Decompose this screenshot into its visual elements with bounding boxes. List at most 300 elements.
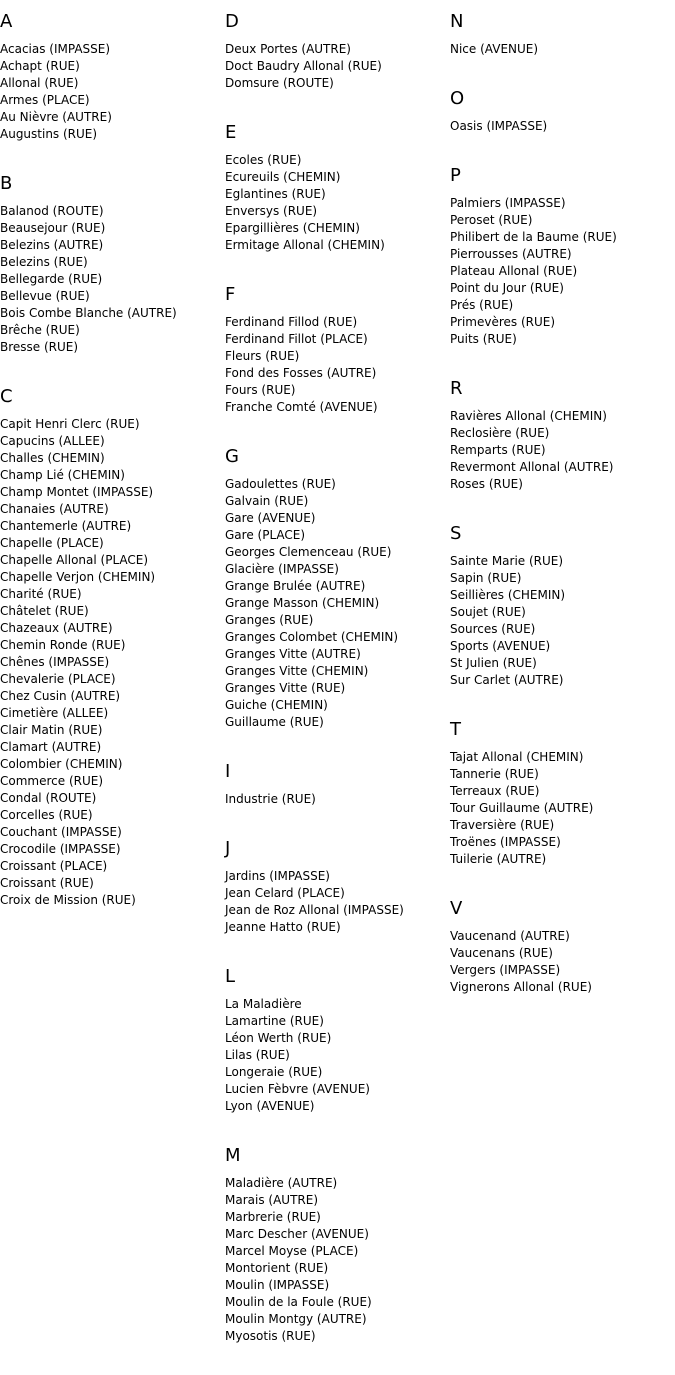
street-link[interactable]: Traversière (RUE) bbox=[450, 818, 555, 832]
street-list bbox=[225, 791, 447, 808]
letter-heading: I bbox=[225, 761, 231, 782]
street-list bbox=[450, 195, 672, 348]
letter-group bbox=[225, 966, 447, 1115]
street-link[interactable]: Colombier (CHEMIN) bbox=[0, 757, 123, 771]
street-list-item bbox=[225, 527, 447, 544]
street-list-item bbox=[450, 604, 672, 621]
street-link[interactable]: Granges Colombet (CHEMIN) bbox=[225, 630, 399, 644]
street-list-item bbox=[225, 365, 447, 382]
letter-group bbox=[0, 173, 222, 356]
street-link[interactable]: Clamart (AUTRE) bbox=[0, 740, 102, 754]
street-list-item bbox=[0, 603, 222, 620]
street-link[interactable]: Ermitage Allonal (CHEMIN) bbox=[225, 238, 385, 252]
street-list-item bbox=[450, 280, 672, 297]
street-list-item bbox=[0, 807, 222, 824]
street-list-item bbox=[225, 1013, 447, 1030]
street-link[interactable]: Vaucenand (AUTRE) bbox=[450, 929, 570, 943]
street-link[interactable]: Armes (PLACE) bbox=[0, 93, 90, 107]
street-link[interactable]: Epargillières (CHEMIN) bbox=[225, 221, 360, 235]
street-link[interactable]: Chevalerie (PLACE) bbox=[0, 672, 116, 686]
street-list-item bbox=[0, 467, 222, 484]
street-list-item bbox=[0, 58, 222, 75]
street-link[interactable]: Châtelet (RUE) bbox=[0, 604, 89, 618]
street-list-item bbox=[0, 75, 222, 92]
street-list-item bbox=[225, 476, 447, 493]
letter-heading: D bbox=[225, 11, 239, 32]
street-list-item bbox=[450, 962, 672, 979]
street-list-item bbox=[0, 92, 222, 109]
street-link[interactable]: Ferdinand Fillot (PLACE) bbox=[225, 332, 368, 346]
street-list bbox=[450, 41, 672, 58]
street-list-item bbox=[225, 663, 447, 680]
street-link[interactable]: Chazeaux (AUTRE) bbox=[0, 621, 113, 635]
street-list-item bbox=[0, 858, 222, 875]
street-list-item bbox=[225, 680, 447, 697]
street-link[interactable]: Jeanne Hatto (RUE) bbox=[225, 920, 341, 934]
street-list-item bbox=[225, 868, 447, 885]
street-list-item bbox=[225, 331, 447, 348]
street-link[interactable]: Puits (RUE) bbox=[450, 332, 517, 346]
street-list-item bbox=[225, 152, 447, 169]
street-link[interactable]: Jean de Roz Allonal (IMPASSE) bbox=[225, 903, 404, 917]
street-link[interactable]: Vignerons Allonal (RUE) bbox=[450, 980, 592, 994]
street-link[interactable]: Beausejour (RUE) bbox=[0, 221, 106, 235]
street-link[interactable]: Vergers (IMPASSE) bbox=[450, 963, 561, 977]
street-link[interactable]: Chez Cusin (AUTRE) bbox=[0, 689, 121, 703]
street-link[interactable]: Sur Carlet (AUTRE) bbox=[450, 673, 564, 687]
street-list bbox=[0, 416, 222, 909]
street-list-item bbox=[0, 484, 222, 501]
street-list-item bbox=[225, 1277, 447, 1294]
street-list-item bbox=[0, 790, 222, 807]
street-list-item bbox=[450, 655, 672, 672]
street-list-item bbox=[225, 1030, 447, 1047]
street-link[interactable]: Bresse (RUE) bbox=[0, 340, 79, 354]
street-link[interactable]: Primevères (RUE) bbox=[450, 315, 556, 329]
street-link[interactable]: Croissant (PLACE) bbox=[0, 859, 108, 873]
street-list-item bbox=[450, 570, 672, 587]
street-list-item bbox=[225, 629, 447, 646]
letter-heading: O bbox=[450, 88, 465, 109]
street-list-item bbox=[225, 237, 447, 254]
street-link[interactable]: Revermont Allonal (AUTRE) bbox=[450, 460, 614, 474]
street-link[interactable]: Ecoles (RUE) bbox=[225, 153, 302, 167]
street-list bbox=[225, 41, 447, 92]
street-link[interactable]: Enversys (RUE) bbox=[225, 204, 318, 218]
letter-group bbox=[450, 165, 672, 348]
letter-heading: N bbox=[450, 11, 464, 32]
letter-heading: T bbox=[450, 719, 461, 740]
street-link[interactable]: Montorient (RUE) bbox=[225, 1261, 329, 1275]
street-list-item bbox=[450, 263, 672, 280]
street-list-item bbox=[450, 979, 672, 996]
street-list-item bbox=[450, 851, 672, 868]
street-link[interactable]: Belezins (AUTRE) bbox=[0, 238, 104, 252]
street-link[interactable]: Guillaume (RUE) bbox=[225, 715, 324, 729]
street-list-item bbox=[225, 714, 447, 731]
street-link[interactable]: Peroset (RUE) bbox=[450, 213, 533, 227]
street-link[interactable]: Clair Matin (RUE) bbox=[0, 723, 103, 737]
street-link[interactable]: Tour Guillaume (AUTRE) bbox=[450, 801, 594, 815]
letter-group bbox=[0, 386, 222, 909]
street-list-item bbox=[0, 722, 222, 739]
street-link[interactable]: Brêche (RUE) bbox=[0, 323, 80, 337]
street-link[interactable]: St Julien (RUE) bbox=[450, 656, 537, 670]
street-link[interactable]: Condal (ROUTE) bbox=[0, 791, 97, 805]
street-list-item bbox=[225, 1047, 447, 1064]
street-list-item bbox=[450, 246, 672, 263]
street-list-item bbox=[0, 518, 222, 535]
street-list-item bbox=[225, 399, 447, 416]
street-list-item bbox=[450, 928, 672, 945]
letter-heading: F bbox=[225, 284, 236, 305]
letter-group bbox=[0, 11, 222, 143]
street-list-item bbox=[0, 552, 222, 569]
street-link[interactable]: Eglantines (RUE) bbox=[225, 187, 326, 201]
street-link[interactable]: Sapin (RUE) bbox=[450, 571, 522, 585]
street-link[interactable]: La Maladière bbox=[225, 997, 302, 1011]
street-list-item bbox=[450, 314, 672, 331]
street-list-item bbox=[225, 203, 447, 220]
street-list bbox=[450, 749, 672, 868]
letter-group bbox=[450, 378, 672, 493]
letter-heading: B bbox=[0, 173, 13, 194]
street-list-item bbox=[450, 229, 672, 246]
street-link[interactable]: Achapt (RUE) bbox=[0, 59, 80, 73]
street-list-item bbox=[225, 612, 447, 629]
street-link[interactable]: Myosotis (RUE) bbox=[225, 1329, 316, 1343]
street-list bbox=[450, 408, 672, 493]
street-list-item bbox=[450, 212, 672, 229]
street-link[interactable]: Cimetière (ALLEE) bbox=[0, 706, 109, 720]
street-link[interactable]: Moulin de la Foule (RUE) bbox=[225, 1295, 372, 1309]
street-link[interactable]: Tuilerie (AUTRE) bbox=[450, 852, 547, 866]
street-link[interactable]: Croix de Mission (RUE) bbox=[0, 893, 136, 907]
letter-group bbox=[450, 88, 672, 135]
street-link[interactable]: Grange Masson (CHEMIN) bbox=[225, 596, 380, 610]
street-list-item bbox=[225, 41, 447, 58]
street-link[interactable]: Domsure (ROUTE) bbox=[225, 76, 334, 90]
street-link[interactable]: Doct Baudry Allonal (RUE) bbox=[225, 59, 382, 73]
letter-group bbox=[225, 446, 447, 731]
street-list-item bbox=[225, 58, 447, 75]
street-link[interactable]: Au Nièvre (AUTRE) bbox=[0, 110, 112, 124]
street-list-item bbox=[0, 654, 222, 671]
street-link[interactable]: Troënes (IMPASSE) bbox=[450, 835, 561, 849]
street-list-item bbox=[0, 620, 222, 637]
street-list-item bbox=[225, 169, 447, 186]
street-link[interactable]: Grange Brulée (AUTRE) bbox=[225, 579, 366, 593]
street-list-item bbox=[225, 1064, 447, 1081]
street-index-column-1 bbox=[0, 11, 222, 939]
street-link[interactable]: Lucien Fèbvre (AVENUE) bbox=[225, 1082, 370, 1096]
street-list-item bbox=[225, 186, 447, 203]
street-link[interactable]: Granges Vitte (CHEMIN) bbox=[225, 664, 369, 678]
street-list-item bbox=[0, 756, 222, 773]
street-list bbox=[225, 476, 447, 731]
street-list bbox=[450, 553, 672, 689]
street-list-item bbox=[0, 416, 222, 433]
street-link[interactable]: Chanaies (AUTRE) bbox=[0, 502, 109, 516]
street-list-item bbox=[0, 501, 222, 518]
street-link[interactable]: Champ Lié (CHEMIN) bbox=[0, 468, 125, 482]
letter-heading: J bbox=[225, 838, 231, 859]
street-link[interactable]: Belezins (RUE) bbox=[0, 255, 88, 269]
letter-group bbox=[450, 898, 672, 996]
street-list-item bbox=[225, 902, 447, 919]
street-link[interactable]: Marais (AUTRE) bbox=[225, 1193, 318, 1207]
street-list bbox=[450, 118, 672, 135]
street-link[interactable]: Maladière (AUTRE) bbox=[225, 1176, 338, 1190]
street-list-item bbox=[225, 1081, 447, 1098]
street-link[interactable]: Longeraie (RUE) bbox=[225, 1065, 323, 1079]
street-link[interactable]: Chênes (IMPASSE) bbox=[0, 655, 110, 669]
street-link[interactable]: Champ Montet (IMPASSE) bbox=[0, 485, 154, 499]
street-link[interactable]: Glacière (IMPASSE) bbox=[225, 562, 339, 576]
letter-heading: C bbox=[0, 386, 13, 407]
street-list-item bbox=[450, 408, 672, 425]
street-list-item bbox=[225, 791, 447, 808]
street-link[interactable]: Jardins (IMPASSE) bbox=[225, 869, 330, 883]
street-list-item bbox=[225, 1192, 447, 1209]
street-list-item bbox=[0, 305, 222, 322]
street-link[interactable]: Fond des Fosses (AUTRE) bbox=[225, 366, 377, 380]
street-list-item bbox=[225, 1260, 447, 1277]
street-link[interactable]: Oasis (IMPASSE) bbox=[450, 119, 548, 133]
street-list-item bbox=[225, 697, 447, 714]
street-list-item bbox=[0, 688, 222, 705]
street-list-item bbox=[225, 1098, 447, 1115]
street-list-item bbox=[225, 646, 447, 663]
street-list-item bbox=[225, 510, 447, 527]
street-link[interactable]: Ravières Allonal (CHEMIN) bbox=[450, 409, 607, 423]
street-list-item bbox=[0, 322, 222, 339]
street-link[interactable]: Jean Celard (PLACE) bbox=[225, 886, 345, 900]
street-list-item bbox=[450, 638, 672, 655]
street-link[interactable]: Corcelles (RUE) bbox=[0, 808, 93, 822]
letter-group bbox=[450, 11, 672, 58]
street-link[interactable]: Crocodile (IMPASSE) bbox=[0, 842, 121, 856]
letter-group bbox=[225, 761, 447, 808]
street-link[interactable]: Lilas (RUE) bbox=[225, 1048, 290, 1062]
street-list-item bbox=[225, 1328, 447, 1345]
street-list-item bbox=[225, 578, 447, 595]
street-list-item bbox=[450, 834, 672, 851]
street-list-item bbox=[225, 1209, 447, 1226]
street-link[interactable]: Remparts (RUE) bbox=[450, 443, 546, 457]
street-link[interactable]: Lamartine (RUE) bbox=[225, 1014, 324, 1028]
street-link[interactable]: Chapelle Allonal (PLACE) bbox=[0, 553, 149, 567]
street-link[interactable]: Moulin (IMPASSE) bbox=[225, 1278, 330, 1292]
street-list-item bbox=[450, 476, 672, 493]
letter-group bbox=[225, 838, 447, 936]
street-list-item bbox=[450, 41, 672, 58]
street-list-item bbox=[225, 220, 447, 237]
letter-heading: E bbox=[225, 122, 237, 143]
street-list-item bbox=[450, 297, 672, 314]
street-list-item bbox=[450, 459, 672, 476]
letter-group bbox=[225, 1145, 447, 1345]
letter-heading: M bbox=[225, 1145, 241, 1166]
street-link[interactable]: Chapelle Verjon (CHEMIN) bbox=[0, 570, 156, 584]
street-link[interactable]: Ecureuils (CHEMIN) bbox=[225, 170, 341, 184]
letter-group bbox=[450, 523, 672, 689]
street-link[interactable]: Fleurs (RUE) bbox=[225, 349, 300, 363]
street-list-item bbox=[0, 892, 222, 909]
letter-group bbox=[450, 719, 672, 868]
street-link[interactable]: Balanod (ROUTE) bbox=[0, 204, 104, 218]
street-link[interactable]: Moulin Montgy (AUTRE) bbox=[225, 1312, 367, 1326]
street-link[interactable]: Chemin Ronde (RUE) bbox=[0, 638, 126, 652]
street-link[interactable]: Roses (RUE) bbox=[450, 477, 523, 491]
street-list-item bbox=[0, 237, 222, 254]
street-link[interactable]: Charité (RUE) bbox=[0, 587, 82, 601]
street-link[interactable]: Philibert de la Baume (RUE) bbox=[450, 230, 617, 244]
street-link[interactable]: Léon Werth (RUE) bbox=[225, 1031, 332, 1045]
street-link[interactable]: Georges Clemenceau (RUE) bbox=[225, 545, 392, 559]
street-link[interactable]: Deux Portes (AUTRE) bbox=[225, 42, 351, 56]
street-list-item bbox=[0, 637, 222, 654]
street-link[interactable]: Sources (RUE) bbox=[450, 622, 536, 636]
letter-heading: S bbox=[450, 523, 462, 544]
street-link[interactable]: Franche Comté (AVENUE) bbox=[225, 400, 378, 414]
street-list-item bbox=[0, 586, 222, 603]
street-list-item bbox=[225, 314, 447, 331]
street-list-item bbox=[0, 288, 222, 305]
street-link[interactable]: Bellevue (RUE) bbox=[0, 289, 90, 303]
street-link[interactable]: Nice (AVENUE) bbox=[450, 42, 539, 56]
street-link[interactable]: Granges (RUE) bbox=[225, 613, 314, 627]
street-link[interactable]: Commerce (RUE) bbox=[0, 774, 104, 788]
letter-group bbox=[225, 11, 447, 92]
street-link[interactable]: Granges Vitte (AUTRE) bbox=[225, 647, 361, 661]
street-list-item bbox=[450, 783, 672, 800]
street-list bbox=[225, 996, 447, 1115]
letter-heading: P bbox=[450, 165, 461, 186]
street-link[interactable]: Lyon (AVENUE) bbox=[225, 1099, 315, 1113]
street-list bbox=[450, 928, 672, 996]
street-list-item bbox=[0, 535, 222, 552]
street-list bbox=[225, 868, 447, 936]
street-link[interactable]: Gare (PLACE) bbox=[225, 528, 306, 542]
street-list-item bbox=[450, 672, 672, 689]
street-list-item bbox=[0, 841, 222, 858]
street-link[interactable]: Marcel Moyse (PLACE) bbox=[225, 1244, 359, 1258]
street-link[interactable]: Pierrousses (AUTRE) bbox=[450, 247, 572, 261]
street-link[interactable]: Croissant (RUE) bbox=[0, 876, 94, 890]
street-link[interactable]: Prés (RUE) bbox=[450, 298, 514, 312]
street-link[interactable]: Capit Henri Clerc (RUE) bbox=[0, 417, 140, 431]
street-link[interactable]: Chapelle (PLACE) bbox=[0, 536, 104, 550]
street-list-item bbox=[225, 1243, 447, 1260]
street-link[interactable]: Capucins (ALLEE) bbox=[0, 434, 105, 448]
street-index-column-3 bbox=[450, 11, 672, 1026]
street-link[interactable]: Bois Combe Blanche (AUTRE) bbox=[0, 306, 177, 320]
street-list-item bbox=[225, 1294, 447, 1311]
street-list bbox=[225, 152, 447, 254]
street-list-item bbox=[0, 824, 222, 841]
street-link[interactable]: Marbrerie (RUE) bbox=[225, 1210, 321, 1224]
street-list-item bbox=[450, 800, 672, 817]
street-list-item bbox=[0, 433, 222, 450]
street-list-item bbox=[225, 1311, 447, 1328]
street-list-item bbox=[450, 553, 672, 570]
street-list-item bbox=[0, 126, 222, 143]
street-link[interactable]: Vaucenans (RUE) bbox=[450, 946, 553, 960]
street-list-item bbox=[225, 595, 447, 612]
street-list bbox=[225, 314, 447, 416]
street-link[interactable]: Augustins (RUE) bbox=[0, 127, 98, 141]
street-link[interactable]: Terreaux (RUE) bbox=[450, 784, 540, 798]
street-link[interactable]: Acacias (IMPASSE) bbox=[0, 42, 111, 56]
street-index-column-2 bbox=[225, 11, 447, 1375]
street-link[interactable]: Plateau Allonal (RUE) bbox=[450, 264, 578, 278]
street-list-item bbox=[0, 339, 222, 356]
street-link[interactable]: Challes (CHEMIN) bbox=[0, 451, 105, 465]
street-link[interactable]: Sports (AVENUE) bbox=[450, 639, 551, 653]
street-list-item bbox=[225, 348, 447, 365]
street-link[interactable]: Gare (AVENUE) bbox=[225, 511, 316, 525]
street-list-item bbox=[450, 195, 672, 212]
street-list bbox=[0, 203, 222, 356]
street-link[interactable]: Seillières (CHEMIN) bbox=[450, 588, 566, 602]
street-list-item bbox=[0, 109, 222, 126]
street-link[interactable]: Allonal (RUE) bbox=[0, 76, 79, 90]
street-link[interactable]: Ferdinand Fillod (RUE) bbox=[225, 315, 358, 329]
street-link[interactable]: Granges Vitte (RUE) bbox=[225, 681, 346, 695]
letter-heading: G bbox=[225, 446, 239, 467]
street-link[interactable]: Galvain (RUE) bbox=[225, 494, 309, 508]
letter-heading: A bbox=[0, 11, 13, 32]
street-link[interactable]: Palmiers (IMPASSE) bbox=[450, 196, 566, 210]
street-list-item bbox=[225, 561, 447, 578]
street-list-item bbox=[0, 875, 222, 892]
street-link[interactable]: Tajat Allonal (CHEMIN) bbox=[450, 750, 584, 764]
street-list-item bbox=[450, 945, 672, 962]
street-list-item bbox=[0, 671, 222, 688]
street-link[interactable]: Reclosière (RUE) bbox=[450, 426, 550, 440]
street-list-item bbox=[450, 118, 672, 135]
street-list-item bbox=[450, 817, 672, 834]
street-link[interactable]: Tannerie (RUE) bbox=[450, 767, 539, 781]
street-list-item bbox=[0, 254, 222, 271]
street-link[interactable]: Couchant (IMPASSE) bbox=[0, 825, 122, 839]
street-list-item bbox=[225, 1175, 447, 1192]
street-link[interactable]: Chantemerle (AUTRE) bbox=[0, 519, 132, 533]
street-list bbox=[0, 41, 222, 143]
street-link[interactable]: Gadoulettes (RUE) bbox=[225, 477, 336, 491]
street-link[interactable]: Soujet (RUE) bbox=[450, 605, 526, 619]
street-list-item bbox=[0, 739, 222, 756]
street-link[interactable]: Bellegarde (RUE) bbox=[0, 272, 103, 286]
street-link[interactable]: Point du Jour (RUE) bbox=[450, 281, 564, 295]
street-list-item bbox=[450, 587, 672, 604]
street-list-item bbox=[225, 493, 447, 510]
street-list-item bbox=[0, 271, 222, 288]
street-list-item bbox=[450, 766, 672, 783]
street-list-item bbox=[225, 1226, 447, 1243]
street-link[interactable]: Sainte Marie (RUE) bbox=[450, 554, 564, 568]
street-link[interactable]: Guiche (CHEMIN) bbox=[225, 698, 328, 712]
street-list bbox=[225, 1175, 447, 1345]
street-link[interactable]: Marc Descher (AVENUE) bbox=[225, 1227, 369, 1241]
letter-group bbox=[225, 122, 447, 254]
letter-heading: V bbox=[450, 898, 463, 919]
letter-heading: R bbox=[450, 378, 463, 399]
street-link[interactable]: Fours (RUE) bbox=[225, 383, 296, 397]
street-link[interactable]: Industrie (RUE) bbox=[225, 792, 316, 806]
street-list-item bbox=[0, 450, 222, 467]
